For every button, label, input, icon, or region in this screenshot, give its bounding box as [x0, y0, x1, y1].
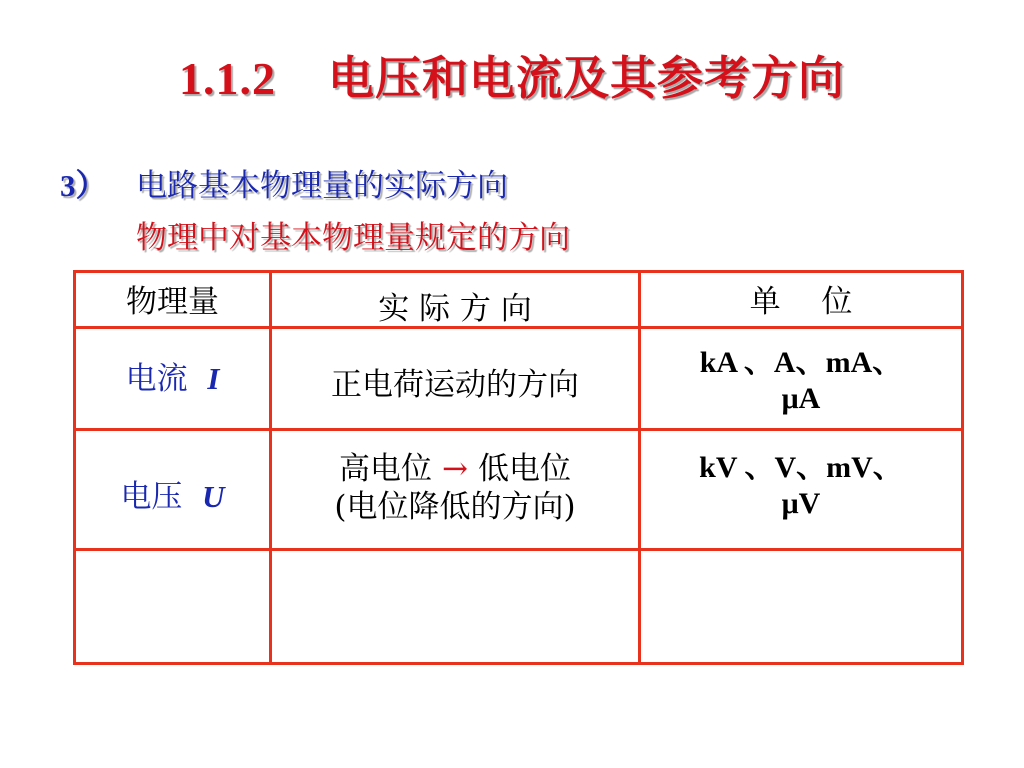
table-row-divider: [74, 548, 964, 551]
direction-text: 正电荷运动的方向: [331, 367, 579, 403]
right-arrow-icon: →: [442, 451, 468, 487]
table-row-voltage-direction: [272, 450, 638, 526]
table-row-voltage-units: [641, 450, 961, 522]
table-border-left: [73, 270, 76, 665]
quantity-label: 电压: [120, 479, 183, 515]
header-cell-unit: [641, 283, 961, 321]
table-border-right: [961, 270, 964, 665]
direction-to: 低电位: [477, 451, 571, 487]
table-border-bottom: [74, 662, 964, 665]
header-unit-label: 单 位: [749, 284, 853, 320]
table-row-voltage-quantity: [76, 478, 269, 516]
direction-from: 高电位: [339, 451, 432, 487]
heading-text: 电路基本物理量的实际方向: [136, 168, 508, 204]
units-line-1: kV 、V、mV、: [699, 451, 903, 484]
quantity-label: 电流: [125, 361, 188, 397]
header-direction-label: 实 际 方 向: [378, 291, 532, 327]
header-quantity-label: 物理量: [126, 284, 219, 320]
table-row-current-quantity: [76, 360, 269, 398]
table-border-top: [74, 270, 964, 273]
units-line-2: μV: [781, 487, 821, 520]
direction-line-1: [272, 450, 638, 488]
quantity-symbol: U: [202, 479, 225, 514]
header-cell-quantity: [76, 283, 269, 321]
table-row-current-units: [641, 345, 961, 417]
title-text: 电压和电流及其参考方向: [328, 51, 845, 105]
table-row-current-direction: [272, 366, 638, 404]
title-number: 1.1.2: [179, 53, 276, 104]
table-row-divider: [74, 428, 964, 431]
units-line-1: kA 、A、mA、: [699, 346, 903, 379]
direction-line-2: (电位降低的方向): [334, 489, 576, 525]
heading-marker: 3）: [60, 168, 107, 203]
units-line-2: μA: [781, 382, 821, 415]
quantity-symbol: I: [207, 361, 220, 396]
header-cell-direction: [272, 290, 638, 328]
section-subheading: 物理中对基本物理量规定的方向: [136, 220, 570, 256]
